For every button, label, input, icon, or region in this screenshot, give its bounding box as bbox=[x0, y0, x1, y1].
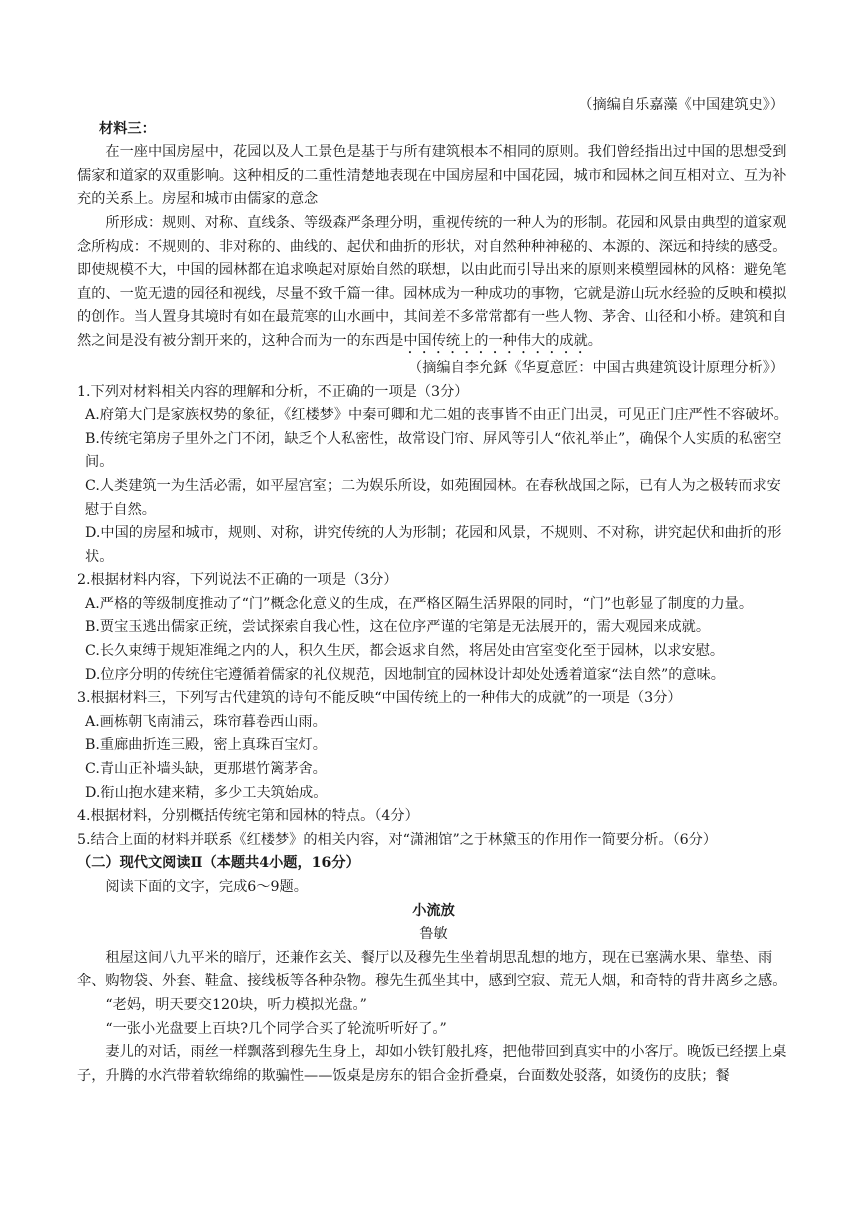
question-2: 2.根据材料内容，下列说法不正确的一项是（3分） bbox=[77, 572, 398, 589]
material-3-paragraph-1: 在一座中国房屋中，花园以及人工景色是基于与所有建筑根本不相同的原则。我们曾经指出过中国的思想受到儒家和道家的双重影响。这种相反的二重性清楚地表现在中国房屋和中国花园，城市和园林之间互相对立、互为补充的关系上。房屋和城市由儒家的意念 bbox=[77, 144, 787, 208]
question-1-option-a: A.府第大门是家族权势的象征，《红楼梦》中秦可卿和尤二姐的丧事皆不由正门出灵，可见正门庄严性不容破坏。 bbox=[85, 407, 788, 424]
question-2-option-a: A.严格的等级制度推动了“门”概念化意义的生成，在严格区隔生活界限的同时，“门”也彰显了制度的力量。 bbox=[85, 595, 754, 612]
question-4: 4.根据材料，分别概括传统宅第和园林的特点。（4分） bbox=[77, 808, 419, 825]
question-2-option-d: D.位序分明的传统住宅遵循着儒家的礼仪规范，因地制宜的园林设计却处处透着道家“法自然”的意味。 bbox=[85, 666, 725, 683]
question-1-option-d: D.中国的房屋和城市，规则、对称，讲究传统的人为形制；花园和风景，不规则、不对称，讲究起伏和曲折的形状。 bbox=[85, 525, 782, 565]
material-3-paragraph-2 bbox=[77, 212, 790, 357]
question-1: 1.下列对材料相关内容的理解和分析，不正确的一项是（3分） bbox=[77, 383, 469, 400]
section-heading: （二）现代文阅读Ⅱ（本题共4小题，16分） bbox=[77, 855, 360, 872]
story-paragraph-1: 租屋这间八九平米的暗厅，还兼作玄关、餐厅以及穆先生坐着胡思乱想的地方，现在已塞满水果、靠垫、雨伞、购物袋、外套、鞋盒、接线板等各种杂物。穆先生孤坐其中，感到空寂、荒无人烟，和奇特的背井离乡之感。 bbox=[77, 949, 787, 990]
question-3-option-d: D.衔山抱水建来精，多少工夫筑始成。 bbox=[85, 784, 328, 801]
story-dialogue-2: “一张小光盘要上百块?几个同学合买了轮流听听好了。” bbox=[105, 1020, 447, 1037]
story-author: 鲁敏 bbox=[419, 926, 448, 943]
question-5: 5.结合上面的材料并联系《红楼梦》的相关内容，对“潇湘馆”之于林黛玉的作用作一简要分析。（6分） bbox=[77, 831, 718, 848]
source-citation-1: （摘编自乐嘉藻《中国建筑史》） bbox=[578, 97, 784, 113]
question-1-option-b: B.传统宅第房子里外之门不闭，缺乏个人私密性，故常设门帘、屏风等引人“依礼举止”，确保个人实质的私密空间。 bbox=[85, 430, 782, 471]
question-2-option-c: C.长久束缚于规矩准绳之内的人，积久生厌，都会返求自然，将居处由宫室变化至于园林，以求安慰。 bbox=[85, 643, 725, 660]
material-3-title: 材料三： bbox=[99, 120, 156, 137]
question-1-option-c: C.人类建筑一为生活必需，如平屋宫室；二为娱乐所设，如苑囿园林。在春秋战国之际，已有人为之极转而求安慰于自然。 bbox=[85, 477, 781, 518]
question-2-option-b: B.贾宝玉逃出儒家正统，尝试探索自我心性，这在位序严谨的宅第是无法展开的，需大观园来成就。 bbox=[85, 619, 711, 636]
question-3-option-a: A.画栋朝飞南浦云，珠帘暮卷西山雨。 bbox=[85, 713, 327, 730]
material-3-paragraph-2-end: 。 bbox=[587, 332, 602, 349]
source-citation-2: （摘编自李允鉌《华夏意匠：中国古典建筑设计原理分析》） bbox=[408, 359, 784, 376]
story-title: 小流放 bbox=[412, 902, 455, 919]
material-3-paragraph-2-text: 所形成：规则、对称、直线条、等级森严条理分明，重视传统的一种人为的形制。花园和风景由典型的道家观念所构成：不规则的、非对称的、曲线的、起伏和曲折的形状，对自然种种神秘的、本源的、深远和持续的感受。即使规模不大，中国的园林都在追求唤起对原始自然的联想，以由此而引导出来的原则来模塑园林的风格：避免笔直的、一览无遗的园径和视线，尽量不致千篇一律。园林成为一种成功的事物，它就是游山玩水经验的反映和模拟的创作。当人置身其境时有如在最荒寒的山水画中，其间差不多常常都有一些人物、茅舍、山径和小桥。建筑和自然之间是没有被分割开来的，这种合而为一的东西是 bbox=[77, 214, 787, 349]
emphasized-phrase: 中国传统上的一种伟大的成就 bbox=[403, 332, 588, 349]
reading-instruction: 阅读下面的文字，完成6～9题。 bbox=[105, 879, 308, 895]
question-3: 3.根据材料三，下列写古代建筑的诗句不能反映“中国传统上的一种伟大的成就”的一项是（3分） bbox=[77, 690, 682, 707]
story-dialogue-1: “老妈，明天要交120块，听力模拟光盘。” bbox=[105, 996, 367, 1013]
question-3-option-b: B.重廊曲折连三殿，密上真珠百宝灯。 bbox=[85, 737, 327, 754]
story-paragraph-2: 妻儿的对话，雨丝一样飘落到穆先生身上，却如小铁钉般扎疼，把他带回到真实中的小客厅。晚饭已经摆上桌子，升腾的水汽带着软绵绵的欺骗性——饭桌是房东的铝合金折叠桌，台面数处驳落，如烫伤的皮肤；餐 bbox=[77, 1044, 787, 1084]
question-3-option-c: C.青山正补墙头缺，更那堪竹篱茅舍。 bbox=[85, 761, 327, 778]
